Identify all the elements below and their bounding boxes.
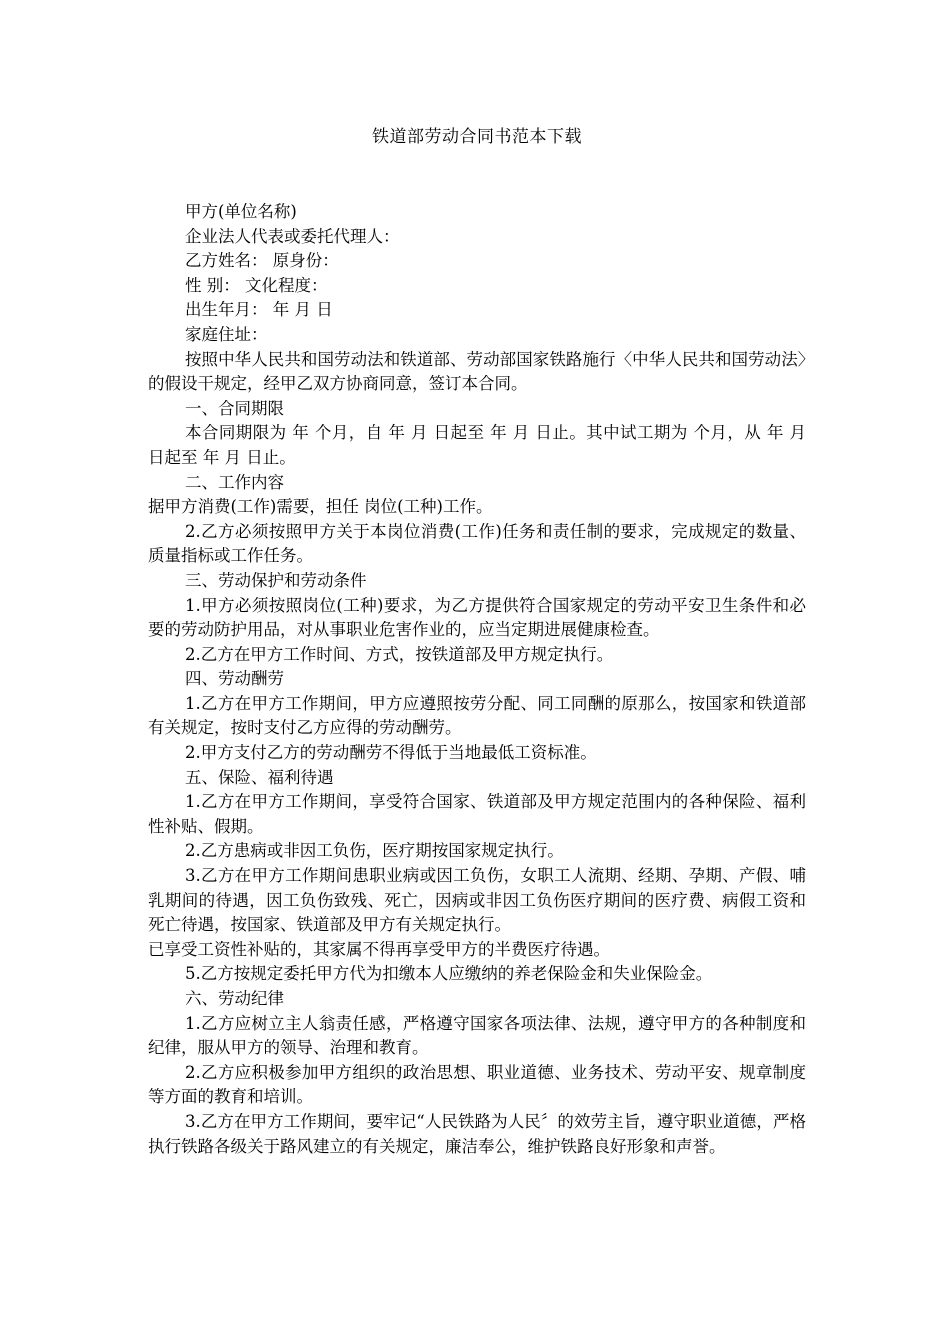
paragraph: 5.乙方按规定委托甲方代为扣缴本人应缴纳的养老保险金和失业保险金。 xyxy=(185,964,713,984)
paragraph: 三、劳动保护和劳动条件 xyxy=(185,570,367,590)
paragraph: 据甲方消费(工作)需要，担任 岗位(工种)工作。 xyxy=(148,497,493,517)
paragraph: 1.乙方在甲方工作期间，甲方应遵照按劳分配、同工同酬的原那么，按国家和铁道部有关规定，按时支付乙方应得的劳动酬劳。 xyxy=(148,693,806,738)
paragraph: 3.乙方在甲方工作期间患职业病或因工负伤，女职工人流期、经期、孕期、产假、哺乳期间的待遇，因工负伤致残、死亡，因病或非因工负伤医疗期间的医疗费、病假工资和死亡待遇，按国家、铁道部及甲方有关规定执行。 xyxy=(148,866,806,935)
paragraph: 2.乙方必须按照甲方关于本岗位消费(工作)任务和责任制的要求，完成规定的数量、质量指标或工作任务。 xyxy=(148,521,806,566)
paragraph: 一、合同期限 xyxy=(185,398,284,418)
paragraph: 已享受工资性补贴的，其家属不得再享受甲方的半费医疗待遇。 xyxy=(148,939,610,959)
paragraph: 2.乙方在甲方工作时间、方式，按铁道部及甲方规定执行。 xyxy=(185,644,614,664)
paragraph: 二、工作内容 xyxy=(185,472,284,492)
paragraph: 五、保险、福利待遇 xyxy=(185,767,334,787)
document-title: 铁道部劳动合同书范本下载 xyxy=(372,127,582,147)
paragraph: 2.甲方支付乙方的劳动酬劳不得低于当地最低工资标准。 xyxy=(185,743,597,763)
paragraph: 2.乙方应积极参加甲方组织的政治思想、职业道德、业务技术、劳动平安、规章制度等方面的教育和培训。 xyxy=(148,1062,806,1107)
paragraph: 乙方姓名： 原身份： xyxy=(185,251,339,271)
paragraph: 本合同期限为 年 个月，自 年 月 日起至 年 月 日止。其中试工期为 个月，从 年 月 日起至 年 月 日止。 xyxy=(148,423,806,467)
paragraph: 1.乙方应树立主人翁责任感，严格遵守国家各项法律、法规，遵守甲方的各种制度和纪律，服从甲方的领导、治理和教育。 xyxy=(148,1013,806,1058)
paragraph: 3.乙方在甲方工作期间，要牢记“人民铁路为人民〞的效劳主旨，遵守职业道德，严格执行铁路各级关于路风建立的有关规定，廉洁奉公，维护铁路良好形象和声誉。 xyxy=(148,1111,806,1156)
document-body xyxy=(148,200,806,1159)
paragraph: 2.乙方患病或非因工负伤，医疗期按国家规定执行。 xyxy=(185,841,564,861)
paragraph: 按照中华人民共和国劳动法和铁道部、劳动部国家铁路施行〈中华人民共和国劳动法〉的假设干规定，经甲乙双方协商同意，签订本合同。 xyxy=(148,349,806,394)
paragraph: 1.甲方必须按照岗位(工种)要求，为乙方提供符合国家规定的劳动平安卫生条件和必要的劳动防护用品，对从事职业危害作业的，应当定期进展健康检查。 xyxy=(148,595,806,640)
paragraph: 六、劳动纪律 xyxy=(185,989,284,1008)
paragraph: 四、劳动酬劳 xyxy=(185,669,284,689)
paragraph: 甲方(单位名称) xyxy=(185,202,297,221)
paragraph: 企业法人代表或委托代理人： xyxy=(185,226,400,246)
paragraph: 出生年月： 年 月 日 xyxy=(185,300,333,320)
paragraph: 性 别： 文化程度： xyxy=(185,275,328,295)
paragraph: 1.乙方在甲方工作期间，享受符合国家、铁道部及甲方规定范围内的各种保险、福利性补贴、假期。 xyxy=(148,792,806,836)
paragraph: 家庭住址： xyxy=(185,324,268,344)
